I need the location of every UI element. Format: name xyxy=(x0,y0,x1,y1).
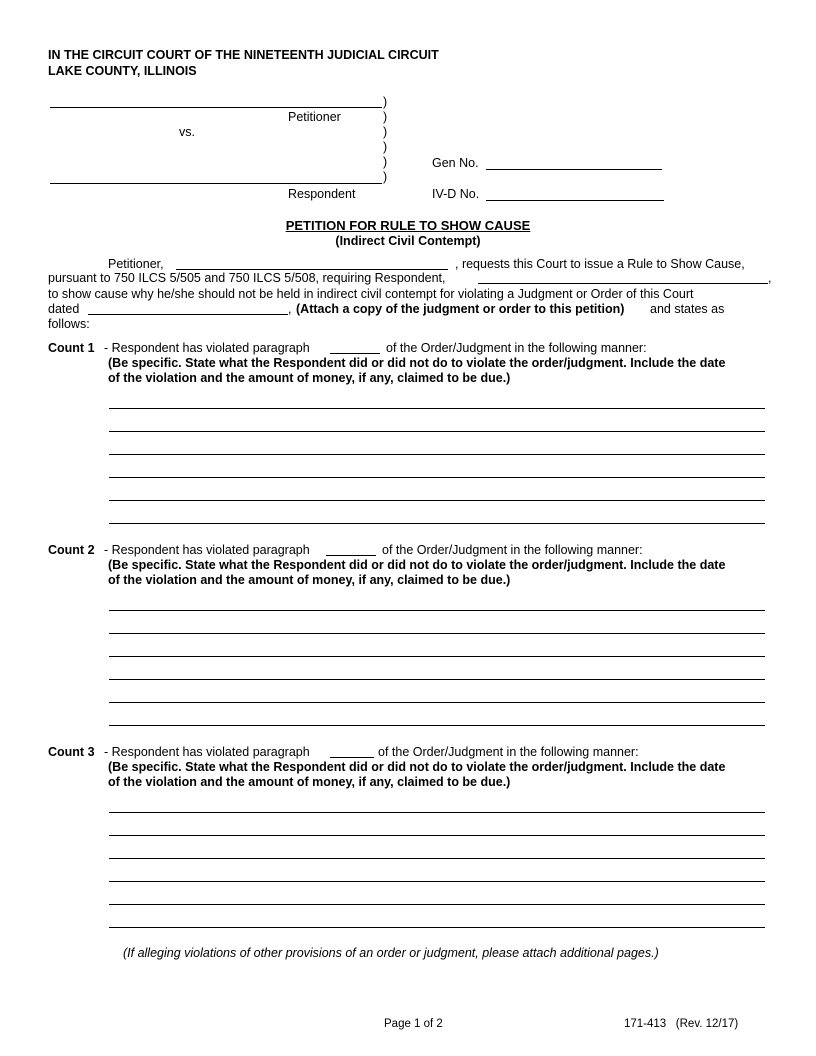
caption-paren: ) xyxy=(383,125,388,139)
count-1-answer-line[interactable] xyxy=(109,477,765,478)
vs-label: vs. xyxy=(179,125,195,139)
count-order-text: of the Order/Judgment in the following manner: xyxy=(386,341,647,355)
states-as-text: and states as xyxy=(650,302,725,316)
count-instruction: of the violation and the amount of money, if any, claimed to be due.) xyxy=(108,775,511,789)
caption-paren: ) xyxy=(383,140,388,154)
show-cause-text: to show cause why he/she should not be held in indirect civil contempt for violating a Judgment or Order of this Court xyxy=(48,287,694,301)
pursuant-text: pursuant to 750 ILCS 5/505 and 750 ILCS 5/508, requiring Respondent, xyxy=(48,271,446,285)
count-instruction: (Be specific. State what the Respondent did or did not do to violate the order/judgment. Include the date xyxy=(108,356,726,370)
count-2-answer-line[interactable] xyxy=(109,679,765,680)
count-instruction: (Be specific. State what the Respondent did or did not do to violate the order/judgment. Include the date xyxy=(108,558,726,572)
count-3-answer-line[interactable] xyxy=(109,904,765,905)
petition-subtitle: (Indirect Civil Contempt) xyxy=(335,234,481,248)
count-2-answer-line[interactable] xyxy=(109,633,765,634)
count-3-answer-line[interactable] xyxy=(109,812,765,813)
count-2-answer-line[interactable] xyxy=(109,702,765,703)
court-name: IN THE CIRCUIT COURT OF THE NINETEENTH JUDICIAL CIRCUIT xyxy=(48,48,439,62)
count-3-answer-line[interactable] xyxy=(109,835,765,836)
count-3-paragraph-field[interactable] xyxy=(330,757,374,758)
count-1-paragraph-field[interactable] xyxy=(330,353,380,354)
respondent-intro-field[interactable] xyxy=(478,283,768,284)
comma: , xyxy=(768,271,772,285)
requests-text: , requests this Court to issue a Rule to Show Cause, xyxy=(455,257,745,271)
count-violated-text: - Respondent has violated paragraph xyxy=(104,341,310,355)
count-1-answer-line[interactable] xyxy=(109,408,765,409)
form-number: 171-413 (Rev. 12/17) xyxy=(624,1018,739,1030)
count-2-answer-line[interactable] xyxy=(109,610,765,611)
comma: , xyxy=(288,302,292,316)
dated-label: dated xyxy=(48,302,80,316)
page-number: Page 1 of 2 xyxy=(384,1018,443,1030)
caption-paren: ) xyxy=(383,95,388,109)
county-name: LAKE COUNTY, ILLINOIS xyxy=(48,64,197,78)
attach-instruction: (Attach a copy of the judgment or order to this petition) xyxy=(296,302,625,316)
additional-pages-note: (If alleging violations of other provisions of an order or judgment, please attach additional pages.) xyxy=(123,946,659,960)
respondent-label: Respondent xyxy=(288,187,356,201)
caption-paren: ) xyxy=(383,170,388,184)
count-violated-text: - Respondent has violated paragraph xyxy=(104,745,310,759)
count-order-text: of the Order/Judgment in the following manner: xyxy=(378,745,639,759)
petitioner-name-line[interactable] xyxy=(50,107,382,108)
count-order-text: of the Order/Judgment in the following manner: xyxy=(382,543,643,557)
count-instruction: of the violation and the amount of money, if any, claimed to be due.) xyxy=(108,573,511,587)
ivd-no-label: IV-D No. xyxy=(432,187,480,201)
gen-no-label: Gen No. xyxy=(432,156,479,170)
respondent-name-line[interactable] xyxy=(50,183,382,184)
count-1-answer-line[interactable] xyxy=(109,523,765,524)
count-violated-text: - Respondent has violated paragraph xyxy=(104,543,310,557)
count-3-answer-line[interactable] xyxy=(109,927,765,928)
petitioner-intro-field[interactable] xyxy=(176,269,448,270)
caption-paren: ) xyxy=(383,110,388,124)
count-2-paragraph-field[interactable] xyxy=(326,555,376,556)
ivd-no-field[interactable] xyxy=(486,200,664,201)
count-3-answer-line[interactable] xyxy=(109,858,765,859)
count-1-answer-line[interactable] xyxy=(109,431,765,432)
count-3-answer-line[interactable] xyxy=(109,881,765,882)
caption-paren: ) xyxy=(383,155,388,169)
count-label: Count 2 xyxy=(48,543,95,557)
count-2-answer-line[interactable] xyxy=(109,725,765,726)
petitioner-prefix: Petitioner, xyxy=(108,257,164,271)
count-2-answer-line[interactable] xyxy=(109,656,765,657)
count-label: Count 3 xyxy=(48,745,95,759)
gen-no-field[interactable] xyxy=(486,169,662,170)
count-instruction: (Be specific. State what the Respondent did or did not do to violate the order/judgment. Include the date xyxy=(108,760,726,774)
count-1-answer-line[interactable] xyxy=(109,454,765,455)
count-instruction: of the violation and the amount of money, if any, claimed to be due.) xyxy=(108,371,511,385)
dated-field[interactable] xyxy=(88,314,288,315)
petitioner-label: Petitioner xyxy=(288,110,341,124)
petition-title: PETITION FOR RULE TO SHOW CAUSE xyxy=(285,218,531,233)
follows-text: follows: xyxy=(48,317,90,331)
count-1-answer-line[interactable] xyxy=(109,500,765,501)
count-label: Count 1 xyxy=(48,341,95,355)
